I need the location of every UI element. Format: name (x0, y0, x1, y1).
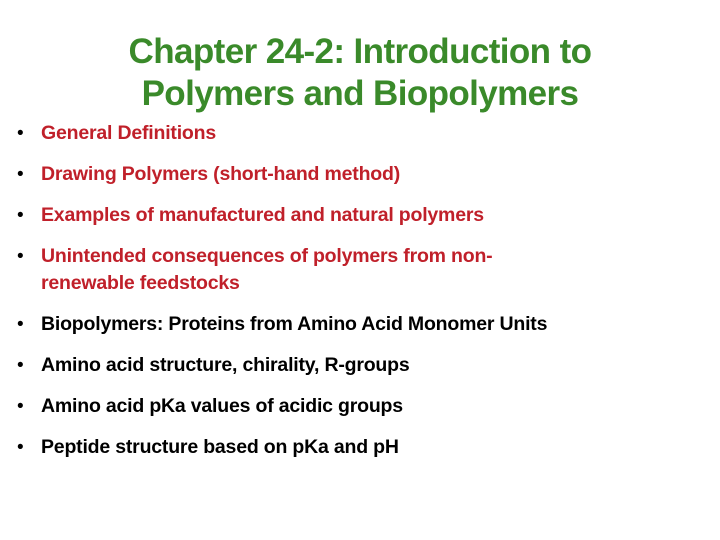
bullet-item-amino-acid-structure (14, 352, 704, 379)
bullet-text: Examples of manufactured and natural polymers (41, 204, 484, 226)
bullet-text: Amino acid pKa values of acidic groups (41, 395, 403, 417)
bullet-item-examples-polymers (14, 202, 704, 229)
bullet-text: Peptide structure based on pKa and pH (41, 436, 399, 458)
bullet-text: Biopolymers: Proteins from Amino Acid Monomer Units (41, 313, 548, 335)
bullet-dot-icon: • (17, 396, 24, 417)
slide-title (0, 31, 720, 115)
bullet-text (41, 245, 492, 294)
bullet-item-unintended-consequences (14, 243, 704, 297)
bullet-item-biopolymers-proteins (14, 311, 704, 338)
bullet-text: General Definitions (41, 122, 216, 144)
bullet-dot-icon: • (17, 164, 24, 185)
bullet-dot-icon: • (17, 355, 24, 376)
bullet-item-peptide-structure (14, 434, 704, 461)
bullet-dot-icon: • (17, 123, 24, 144)
title-line-1: Chapter 24-2: Introduction to (128, 32, 592, 72)
bullet-dot-icon: • (17, 246, 24, 267)
bullet-text-line-2: renewable feedstocks (41, 272, 240, 294)
bullet-dot-icon: • (17, 314, 24, 335)
bullet-dot-icon: • (17, 205, 24, 226)
bullet-text: Drawing Polymers (short-hand method) (41, 163, 400, 185)
bullet-text-line-1: Unintended consequences of polymers from non- (41, 245, 493, 267)
bullet-list (14, 120, 704, 475)
bullet-item-drawing-polymers (14, 161, 704, 188)
bullet-dot-icon: • (17, 437, 24, 458)
bullet-item-amino-acid-pka (14, 393, 704, 420)
bullet-text: Amino acid structure, chirality, R-groups (41, 354, 410, 376)
bullet-item-general-definitions (14, 120, 704, 147)
title-line-2: Polymers and Biopolymers (141, 74, 579, 114)
